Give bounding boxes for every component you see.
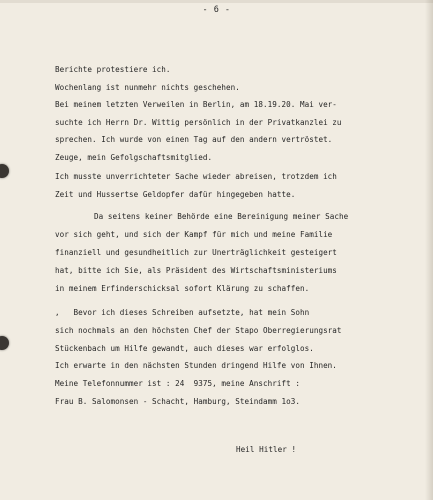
body-line: Berichte protestiere ich. [55, 65, 171, 74]
body-line: Bei meinem letzten Verweilen in Berlin, am 18.19.20. Mai ver- [55, 100, 337, 109]
body-line: Zeit und Hussertse Geldopfer dafür hingegeben hatte. [55, 190, 296, 199]
body-line: Frau B. Salomonsen - Schacht, Hamburg, Steindamm 1o3. [55, 397, 300, 406]
body-line: Da seitens keiner Behörde eine Bereinigung meiner Sache [94, 212, 349, 221]
body-line: sich nochmals an den höchsten Chef der Stapo Oberregierungsrat [55, 326, 342, 335]
body-line: Stückenbach um Hilfe gewandt, auch dieses war erfolglos. [55, 344, 314, 353]
body-line: Wochenlang ist nunmehr nichts geschehen. [55, 83, 240, 92]
body-line: finanziell und gesundheitlich zur Unerträglichkeit gesteigert [55, 248, 337, 257]
body-line: Meine Telefonnummer ist : 24 9375, meine Anschrift : [55, 379, 300, 388]
body-line: Ich musste unverrichteter Sache wieder abreisen, trotzdem ich [55, 172, 337, 181]
body-line: in meinem Erfinderschicksal sofort Klärung zu schaffen. [55, 284, 310, 293]
closing-salutation: Heil Hitler ! [236, 445, 297, 454]
body-line: , Bevor ich dieses Schreiben aufsetzte, hat mein Sohn [55, 308, 310, 317]
body-line: vor sich geht, und sich der Kampf für mich und meine Familie [55, 230, 333, 239]
body-line: suchte ich Herrn Dr. Wittig persönlich in der Privatkanzlei zu [55, 118, 342, 127]
body-line: Zeuge, mein Gefolgschaftsmitglied. [55, 153, 213, 162]
body-line: sprechen. Ich wurde von einen Tag auf den andern vertröstet. [55, 135, 333, 144]
body-line: Ich erwarte in den nächsten Stunden dringend Hilfe von Ihnen. [55, 361, 337, 370]
page-number: - 6 - [202, 5, 231, 15]
body-line: hat, bitte ich Sie, als Präsident des Wirtschaftsministeriums [55, 266, 337, 275]
